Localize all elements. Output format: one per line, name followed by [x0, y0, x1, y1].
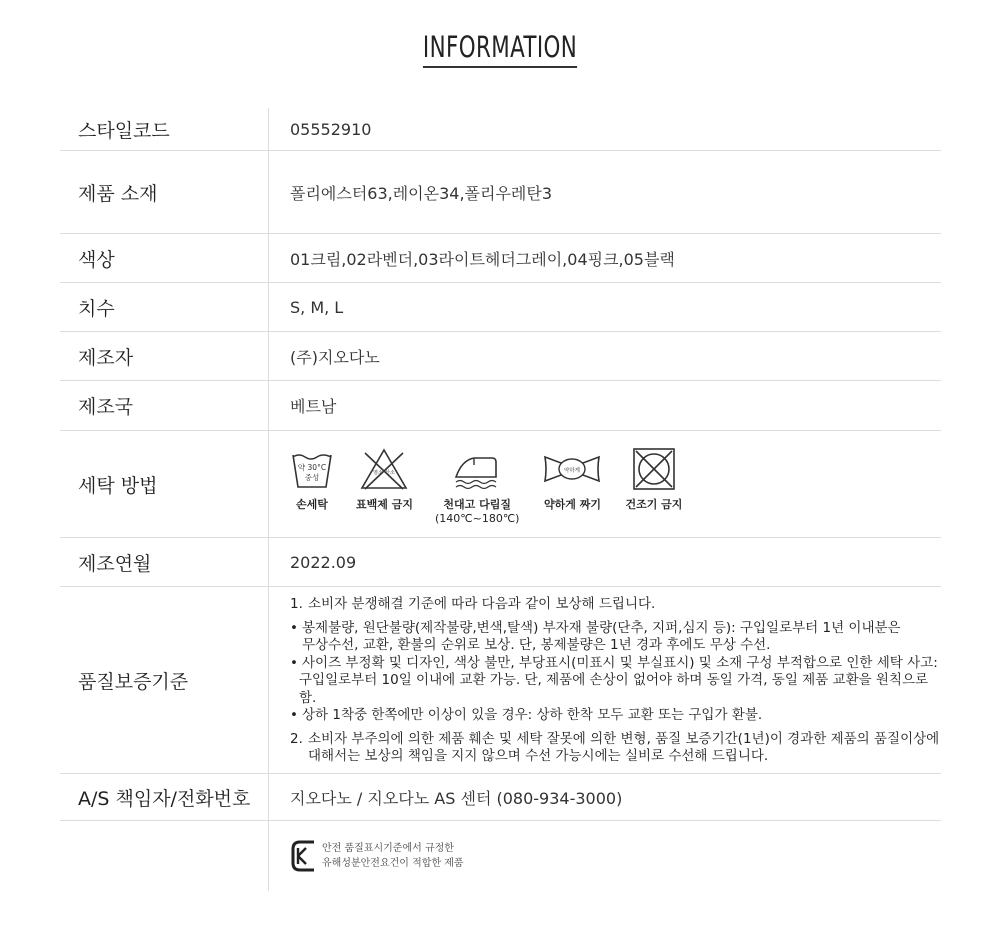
row-warranty	[60, 587, 941, 774]
row-label: 제조자	[60, 332, 269, 380]
care-inner-text: 염소	[373, 470, 384, 476]
row-label: 제조국	[60, 381, 269, 430]
warranty-num: 2.	[290, 730, 303, 747]
care-caption: 천대고 다림질	[443, 498, 512, 511]
row-size	[60, 283, 941, 332]
row-value	[269, 821, 941, 891]
warranty-line: 구입일로부터 10일 이내에 교환 가능. 단, 제품에 손상이 없어야 하며 동일 가격, 동일 제품 교환을 원칙으로 함.	[299, 672, 929, 706]
row-as	[60, 774, 941, 821]
care-caption: 표백제 금지	[356, 498, 413, 511]
hand-wash-icon	[290, 447, 334, 491]
warranty-line: 대해서는 보상의 책임을 지지 않으며 수선 가능시에는 실비로 수선해 드립니다.	[308, 748, 769, 765]
row-value: S, M, L	[290, 297, 344, 317]
kc-mark-text: KC	[290, 838, 292, 839]
warranty-bullet: • 사이즈 부정확 및 디자인, 색상 불만, 부당표시(미표시 및 부실표시) 및 소재 구성 부적합으로 인한 세탁 사고: 구입일로부터 10일 이내에 교환 가능. 단, 제품에 손상이 없어야 하며 동일 가격, 동일 제품 교환을 원칙으로 함.	[290, 655, 941, 708]
row-label: 제품 소재	[60, 151, 269, 233]
row-value: 05552910	[290, 119, 372, 139]
kc-text	[322, 841, 464, 871]
warranty-item	[290, 731, 941, 766]
row-date	[60, 538, 941, 587]
warranty-line: 소비자 분쟁해결 기준에 따라 다음과 같이 보상해 드립니다.	[308, 596, 656, 613]
row-material	[60, 151, 941, 234]
page-title: INFORMATION	[423, 30, 577, 68]
row-label: A/S 책임자/전화번호	[60, 774, 269, 820]
warranty-line: 상하 1착중 한쪽에만 이상이 있을 경우: 상하 한착 모두 교환 또는 구입가 환불.	[302, 707, 763, 724]
warranty-num: 1.	[290, 596, 303, 613]
page-title-wrap	[0, 30, 1000, 68]
care-inner-text: 중성	[304, 473, 320, 482]
row-country	[60, 381, 941, 431]
row-color	[60, 234, 941, 283]
kc-line: 유해성분안전요건이 적합한 제품	[322, 858, 464, 869]
row-label: 제조연월	[60, 538, 269, 586]
care-inner-text: 약 30°C	[297, 463, 327, 472]
warranty-bullet: • 상하 1착중 한쪽에만 이상이 있을 경우: 상하 한착 모두 교환 또는 구입가 환불.	[290, 707, 763, 724]
warranty-text	[290, 594, 941, 766]
row-label: 색상	[60, 234, 269, 282]
care-symbols	[290, 447, 704, 525]
row-value: 폴리에스터63,레이온34,폴리우레탄3	[290, 183, 552, 203]
row-label: 스타일코드	[60, 108, 269, 150]
row-label: 세탁 방법	[60, 431, 269, 537]
kc-certification	[290, 838, 464, 874]
care-item-no-bleach	[356, 447, 413, 512]
row-value: (주)지오다노	[290, 347, 380, 367]
care-item-gentle-wring	[541, 447, 603, 512]
warranty-line: 무상수선, 교환, 환불의 순위로 보상. 단, 봉제불량은 1년 경과 후에도 무상 수선.	[302, 637, 771, 654]
care-caption: 약하게 짜기	[543, 498, 601, 511]
care-item-iron	[435, 447, 520, 525]
info-table	[60, 108, 941, 891]
gentle-wring-icon	[541, 447, 603, 491]
row-value	[269, 587, 941, 773]
kc-mark-icon	[290, 838, 316, 874]
no-bleach-icon	[359, 447, 409, 491]
row-value: 2022.09	[290, 552, 357, 572]
row-style-code	[60, 108, 941, 151]
row-value: 베트남	[290, 397, 337, 416]
row-label: 품질보증기준	[60, 587, 269, 773]
care-caption: 손세탁	[296, 498, 328, 511]
row-kc	[60, 821, 941, 891]
warranty-item	[290, 596, 941, 614]
row-manufacturer	[60, 332, 941, 381]
row-washing	[60, 431, 941, 538]
row-value: 지오다노 / 지오다노 AS 센터 (080-934-3000)	[290, 788, 623, 808]
care-item-no-tumble-dry	[625, 447, 682, 512]
warranty-bullet: • 봉제불량, 원단불량(제작불량,변색,탈색) 부자재 불량(단추, 지퍼,심지 등): 구입일로부터 1년 이내분은 무상수선, 교환, 환불의 순위로 보상. 단, 봉제불량은 1년 경과 후에도 무상 수선.	[290, 619, 901, 654]
row-label-empty	[60, 821, 269, 891]
warranty-line: 소비자 부주의에 의한 제품 훼손 및 세탁 잘못에 의한 변형, 품질 보증기간(1년)이 경과한 제품의 품질이상에	[308, 730, 940, 747]
row-value: 01크림,02라벤더,03라이트헤더그레이,04핑크,05블랙	[290, 249, 675, 269]
row-value	[269, 431, 941, 537]
warranty-line: 봉제불량, 원단불량(제작불량,변색,탈색) 부자재 불량(단추, 지퍼,심지 등): 구입일로부터 1년 이내분은	[302, 619, 901, 636]
kc-line: 안전 품질표시기준에서 규정한	[322, 843, 454, 854]
care-inner-text: 약하게	[564, 468, 581, 474]
care-subcaption: (140℃~180℃)	[434, 512, 520, 525]
no-tumble-dry-icon	[631, 447, 677, 491]
care-inner-text: 산소	[385, 470, 396, 476]
row-label: 치수	[60, 283, 269, 331]
care-caption: 건조기 금지	[625, 498, 683, 511]
iron-icon	[452, 447, 502, 491]
care-item-hand-wash	[290, 447, 334, 512]
warranty-line: 사이즈 부정확 및 디자인, 색상 불만, 부당표시(미표시 및 부실표시) 및 소재 구성 부적합으로 인한 세탁 사고:	[302, 654, 938, 671]
